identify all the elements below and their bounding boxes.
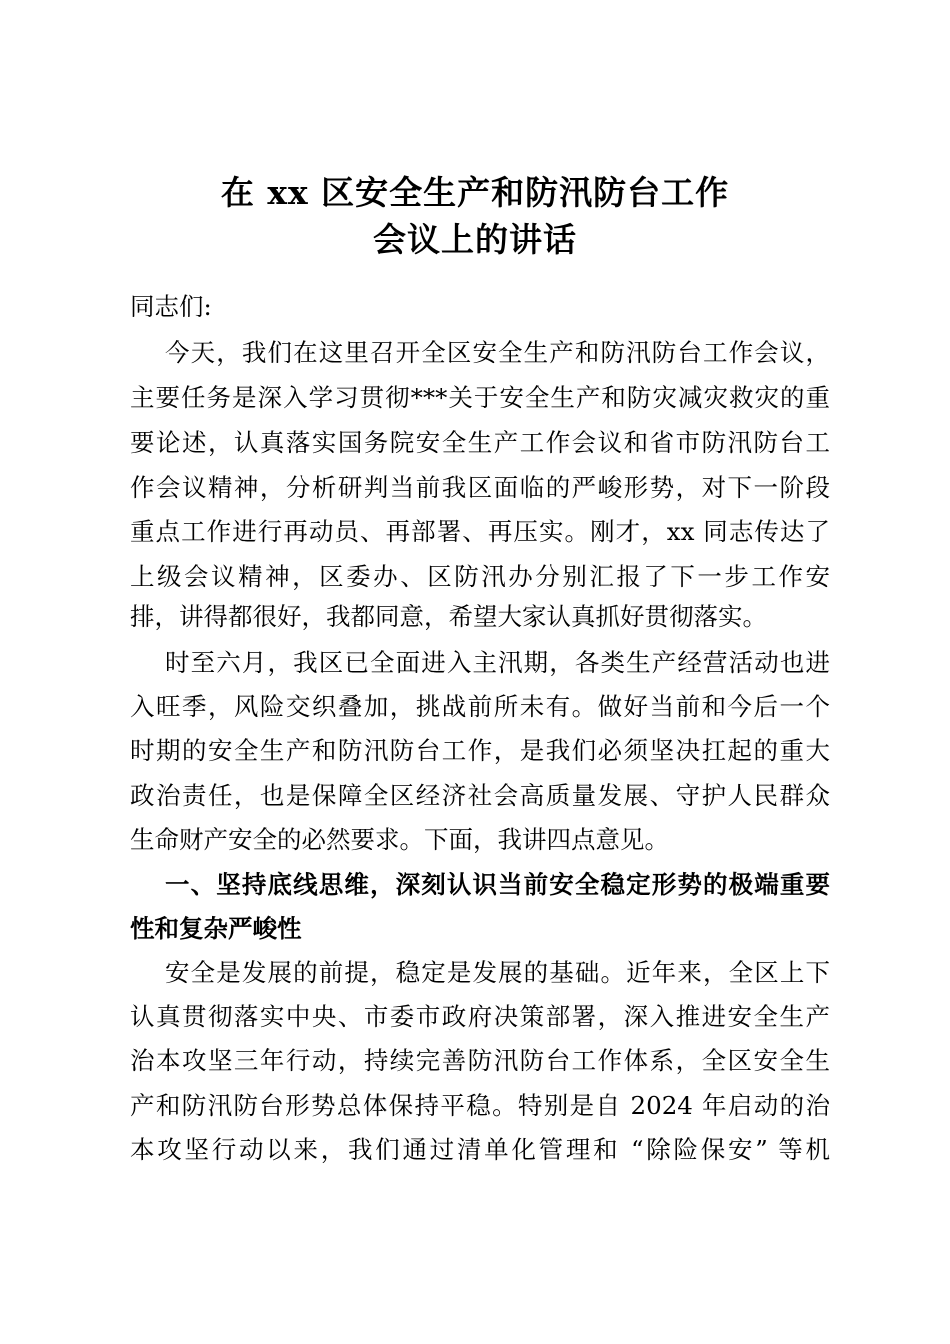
paragraph-3-line-5: 本攻坚行动以来，我们通过清单化管理和 “除险保安” 等机	[130, 1135, 830, 1164]
paragraph-1-line-3: 要论述，认真落实国务院安全生产工作会议和省市防汛防台工	[130, 428, 830, 457]
paragraph-1-line-4: 作会议精神，分析研判当前我区面临的严峻形势，对下一阶段	[130, 473, 830, 502]
paragraph-1-line-7: 排，讲得都很好，我都同意，希望大家认真抓好贯彻落实。	[130, 602, 767, 631]
paragraph-1-line-6: 上级会议精神，区委办、区防汛办分别汇报了下一步工作安	[130, 562, 830, 591]
paragraph-2-line-1: 时至六月，我区已全面进入主汛期，各类生产经营活动也进	[165, 648, 830, 677]
paragraph-1-line-1: 今天，我们在这里召开全区安全生产和防汛防台工作会议，	[165, 338, 830, 367]
paragraph-3-line-3: 治本攻坚三年行动，持续完善防汛防台工作体系，全区安全生	[130, 1046, 830, 1075]
section-heading-1-line-2: 性和复杂严峻性	[130, 914, 302, 943]
section-heading-1-line-1: 一、坚持底线思维，深刻认识当前安全稳定形势的极端重要	[165, 870, 830, 899]
paragraph-3-line-1: 安全是发展的前提，稳定是发展的基础。近年来，全区上下	[165, 958, 830, 987]
paragraph-2-line-3: 时期的安全生产和防汛防台工作，是我们必须坚决扛起的重大	[130, 736, 830, 765]
paragraph-1-line-5: 重点工作进行再动员、再部署、再压实。刚才，xx 同志传达了	[130, 517, 830, 546]
document-title-line-2: 会议上的讲话	[373, 220, 577, 259]
paragraph-3-line-2: 认真贯彻落实中央、市委市政府决策部署，深入推进安全生产	[130, 1002, 830, 1031]
paragraph-1-line-2: 主要任务是深入学习贯彻***关于安全生产和防灾减灾救灾的重	[130, 383, 830, 412]
paragraph-3-line-4: 产和防汛防台形势总体保持平稳。特别是自 2024 年启动的治	[130, 1091, 830, 1120]
paragraph-2-line-2: 入旺季，风险交织叠加，挑战前所未有。做好当前和今后一个	[130, 692, 830, 721]
document-title-line-1: 在 xx 区安全生产和防汛防台工作	[220, 173, 730, 212]
paragraph-2-line-4: 政治责任，也是保障全区经济社会高质量发展、守护人民群众	[130, 781, 830, 810]
paragraph-2-line-5: 生命财产安全的必然要求。下面，我讲四点意见。	[130, 825, 669, 854]
salutation: 同志们:	[130, 292, 212, 321]
